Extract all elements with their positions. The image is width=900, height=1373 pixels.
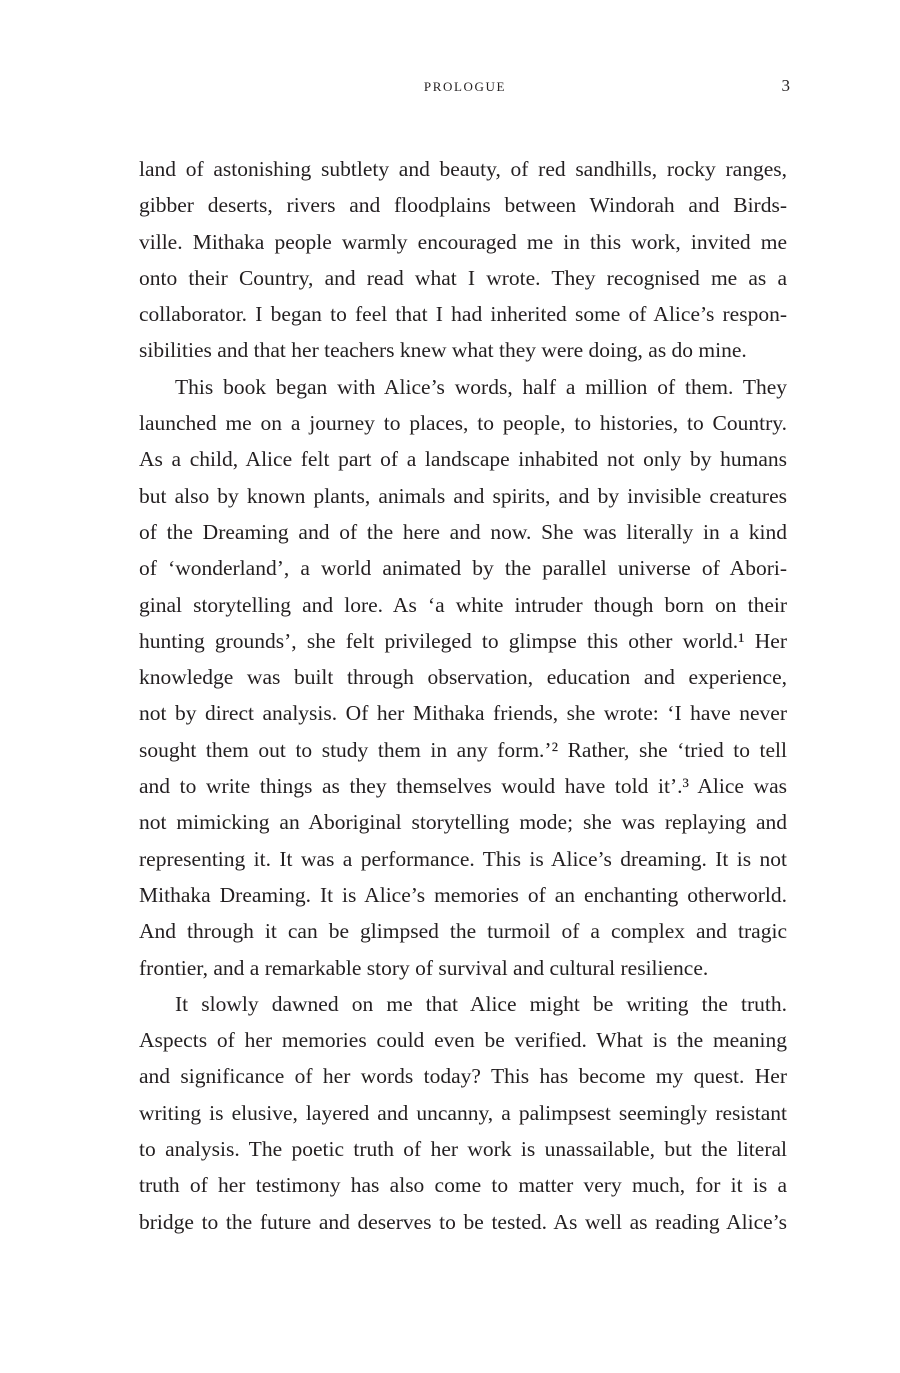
body-text bbox=[139, 151, 787, 1240]
text-line: and significance of her words today? This has become my quest. Her bbox=[139, 1064, 787, 1089]
text-line: but also by known plants, animals and spirits, and by invisible creatures bbox=[139, 483, 787, 508]
section-title: PROLOGUE bbox=[423, 79, 507, 94]
text-line: and to write things as they themselves would have told it’.³ Alice was bbox=[139, 774, 787, 799]
text-line: not mimicking an Aboriginal storytelling mode; she was replaying and bbox=[139, 810, 787, 835]
text-line: launched me on a journey to places, to people, to histories, to Country. bbox=[139, 411, 787, 436]
text-line: ville. Mithaka people warmly encouraged me in this work, invited me bbox=[139, 229, 787, 254]
text-line: knowledge was built through observation, education and experience, bbox=[139, 665, 787, 690]
text-line: representing it. It was a performance. This is Alice’s dreaming. It is not bbox=[139, 846, 787, 871]
page-number: 3 bbox=[781, 76, 790, 95]
text-line: bridge to the future and deserves to be tested. As well as reading Alice’s bbox=[139, 1209, 787, 1234]
text-line: of the Dreaming and of the here and now. She was literally in a kind bbox=[139, 519, 787, 544]
text-line: Aspects of her memories could even be verified. What is the meaning bbox=[139, 1028, 787, 1053]
text-line: not by direct analysis. Of her Mithaka friends, she wrote: ‘I have never bbox=[139, 701, 787, 726]
text-line: collaborator. I began to feel that I had inherited some of Alice’s respon- bbox=[139, 302, 787, 327]
text-line: frontier, and a remarkable story of survival and cultural resilience. bbox=[139, 955, 709, 980]
text-line: It slowly dawned on me that Alice might be writing the truth. bbox=[175, 991, 787, 1016]
text-line: of ‘wonderland’, a world animated by the parallel universe of Abori- bbox=[139, 556, 787, 581]
text-line: And through it can be glimpsed the turmoil of a complex and tragic bbox=[139, 919, 787, 944]
text-line: sibilities and that her teachers knew what they were doing, as do mine. bbox=[139, 338, 747, 363]
text-line: writing is elusive, layered and uncanny, a palimpsest seemingly resistant bbox=[139, 1100, 787, 1125]
text-line: land of astonishing subtlety and beauty, of red sandhills, rocky ranges, bbox=[139, 157, 787, 181]
text-line: ginal storytelling and lore. As ‘a white intruder though born on their bbox=[139, 592, 787, 617]
text-line: truth of her testimony has also come to matter very much, for it is a bbox=[139, 1173, 787, 1198]
text-line: hunting grounds’, she felt privileged to glimpse this other world.¹ Her bbox=[139, 628, 787, 653]
text-line: This book began with Alice’s words, half a million of them. They bbox=[175, 374, 787, 399]
text-line: to analysis. The poetic truth of her work is unassailable, but the literal bbox=[139, 1137, 787, 1162]
text-line: As a child, Alice felt part of a landscape inhabited not only by humans bbox=[139, 447, 787, 472]
text-line: sought them out to study them in any form.’² Rather, she ‘tried to tell bbox=[139, 737, 787, 762]
running-head bbox=[0, 76, 900, 98]
text-line: onto their Country, and read what I wrote. They recognised me as a bbox=[139, 265, 787, 290]
text-line: gibber deserts, rivers and floodplains between Windorah and Birds- bbox=[139, 193, 787, 218]
text-line: Mithaka Dreaming. It is Alice’s memories of an enchanting otherworld. bbox=[139, 882, 787, 907]
